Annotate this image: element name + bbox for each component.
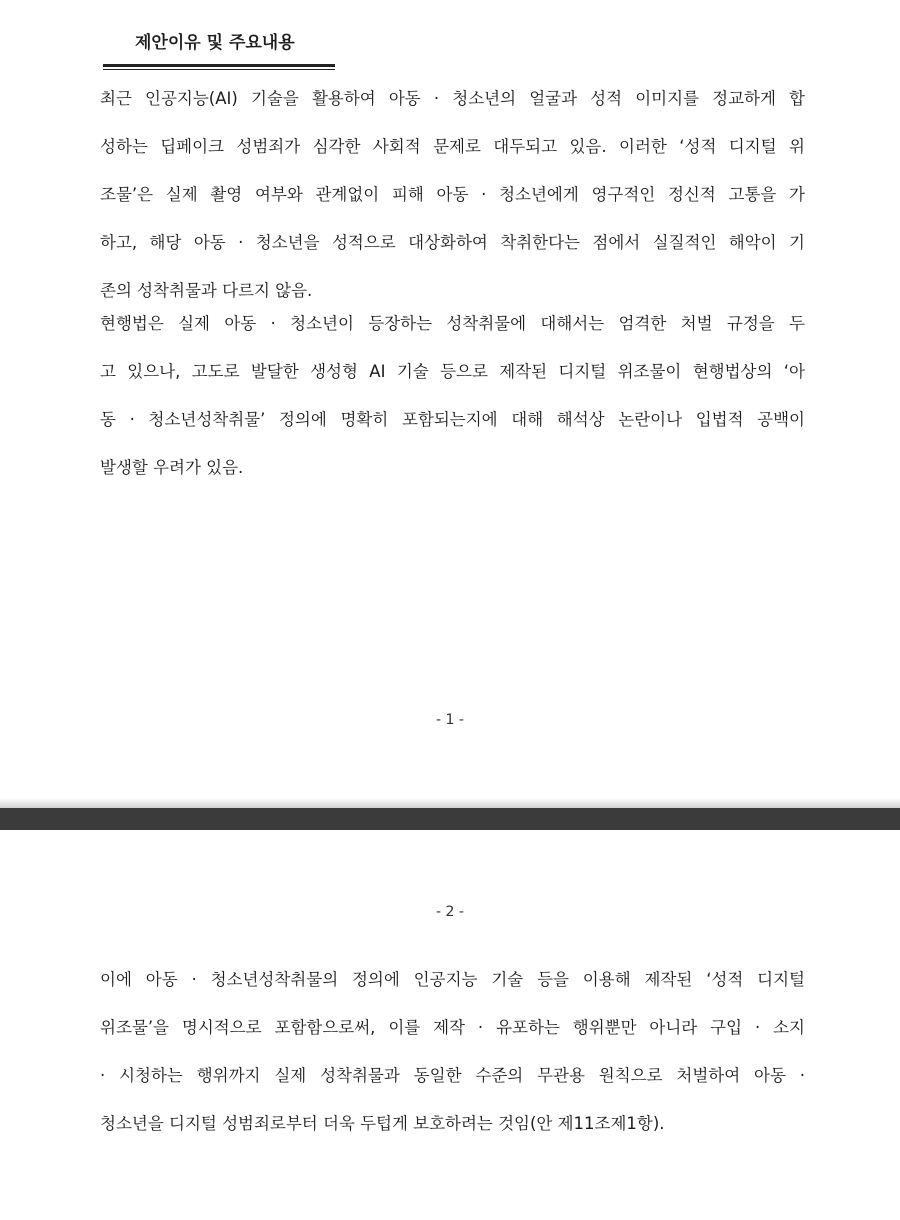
text-line: 하고, 해당 아동 · 청소년을 성적으로 대상화하여 착취한다는 점에서 실질적인 해악이 기 — [100, 233, 805, 252]
document-page-2 — [0, 830, 900, 1220]
text-line: 고 있으나, 고도로 발달한 생성형 AI 기술 등으로 제작된 디지털 위조물이 현행법상의 ‘아 — [100, 362, 805, 381]
page-number: - 2 - — [436, 904, 464, 920]
paragraph-1 — [100, 75, 805, 315]
page-number: - 1 - — [436, 712, 464, 728]
heading-underline-thick — [103, 64, 335, 67]
text-line: 현행법은 실제 아동 · 청소년이 등장하는 성착취물에 대해서는 엄격한 처벌 규정을 두 — [100, 314, 805, 333]
text-line: 존의 성착취물과 다르지 않음. — [100, 281, 313, 300]
text-line: · 시청하는 행위까지 실제 성착취물과 동일한 수준의 무관용 원칙으로 처벌하여 아동 · — [100, 1066, 805, 1085]
page-separator — [0, 808, 900, 830]
text-line: 이에 아동 · 청소년성착취물의 정의에 인공지능 기술 등을 이용해 제작된 ‘성적 디지털 — [100, 970, 805, 989]
text-line: 동 · 청소년성착취물’ 정의에 명확히 포함되는지에 대해 해석상 논란이나 입법적 공백이 — [100, 410, 805, 429]
text-line: 청소년을 디지털 성범죄로부터 더욱 두텁게 보호하려는 것임(안 제11조제1항). — [100, 1114, 665, 1133]
paragraph-3 — [100, 956, 805, 1148]
text-line: 성하는 딥페이크 성범죄가 심각한 사회적 문제로 대두되고 있음. 이러한 ‘성적 디지털 위 — [100, 137, 805, 156]
text-line: 조물’은 실제 촬영 여부와 관계없이 피해 아동 · 청소년에게 영구적인 정신적 고통을 가 — [100, 185, 805, 204]
heading-underline-thin — [103, 69, 335, 70]
text-line: 위조물’을 명시적으로 포함함으로써, 이를 제작 · 유포하는 행위뿐만 아니라 구입 · 소지 — [100, 1018, 805, 1037]
section-heading: 제안이유 및 주요내용 — [135, 33, 295, 53]
section-heading-block — [103, 30, 335, 70]
text-line: 발생할 우려가 있음. — [100, 458, 244, 477]
text-line: 최근 인공지능(AI) 기술을 활용하여 아동 · 청소년의 얼굴과 성적 이미지를 정교하게 합 — [100, 89, 805, 108]
paragraph-2 — [100, 300, 805, 492]
